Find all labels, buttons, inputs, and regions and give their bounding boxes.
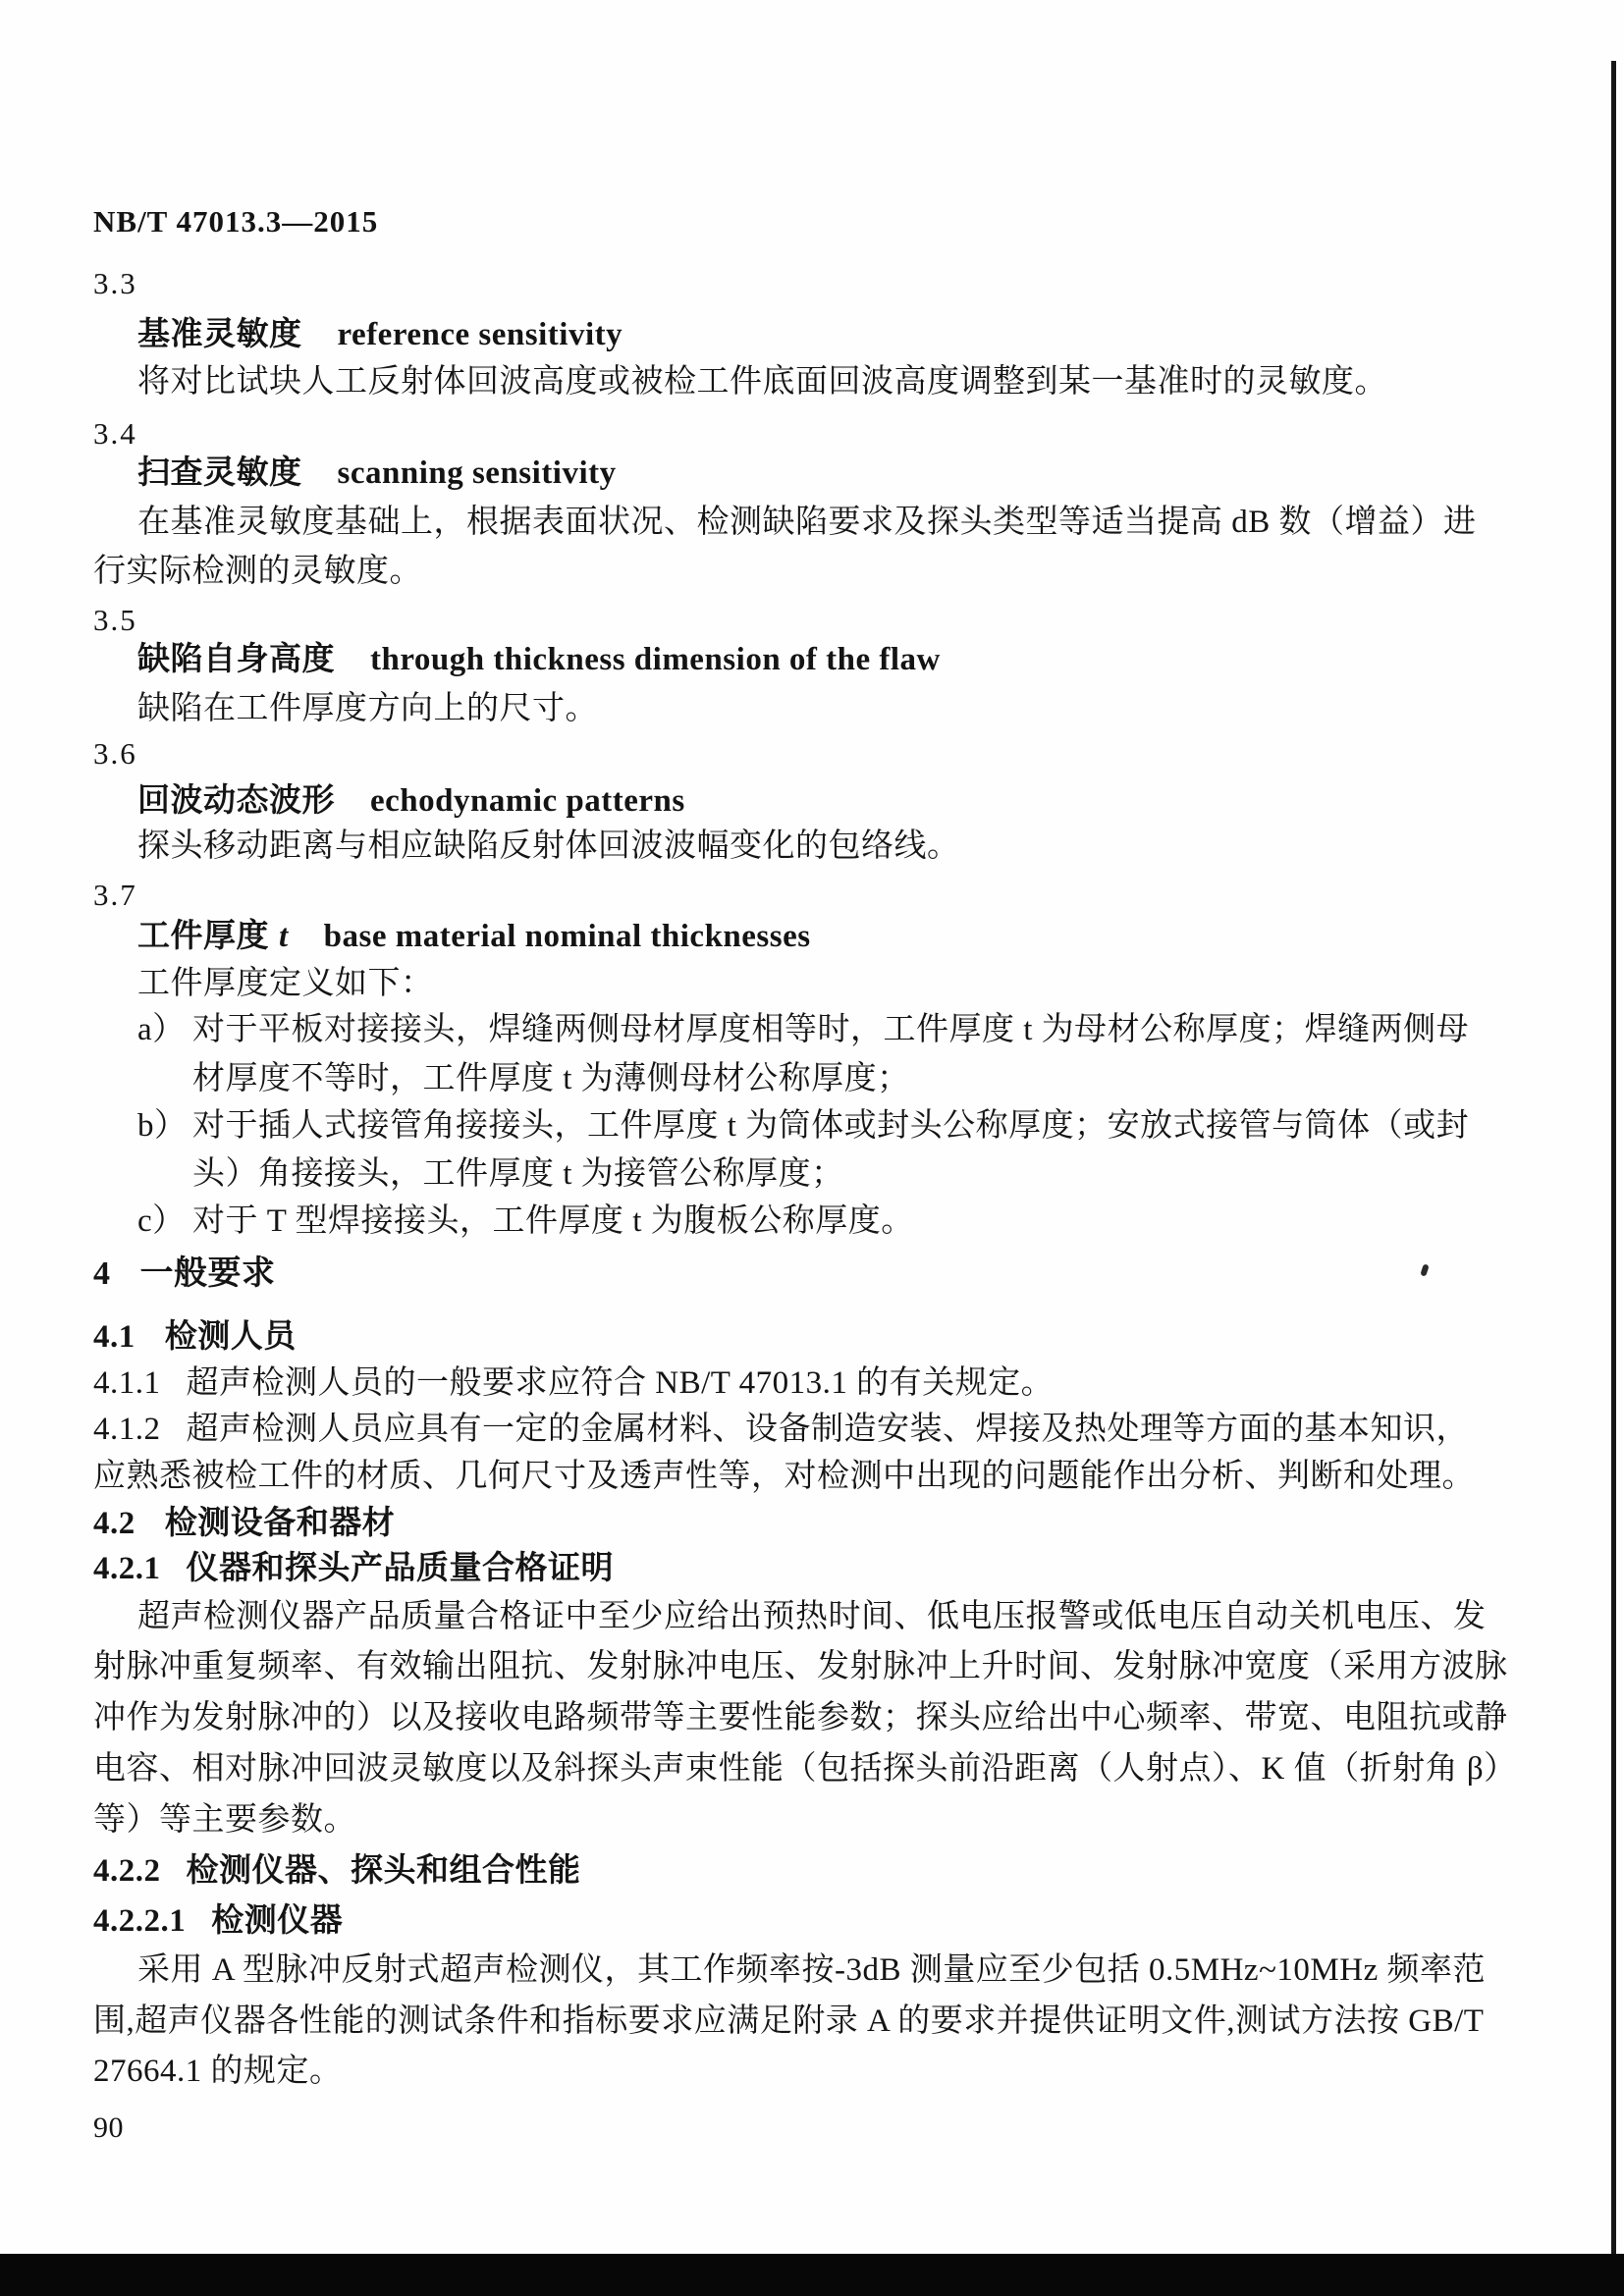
list-text: 对于平板对接接头，焊缝两侧母材厚度相等时，工件厚度 t 为母材公称厚度；焊缝两侧母	[192, 1012, 1470, 1047]
paragraph-4-2-1-line-3: 冲作为发射脉冲的）以及接收电路频带等主要性能参数；探头应给出中心频率、带宽、电阻抗或静	[93, 1700, 1508, 1735]
chapter-number: 4	[93, 1255, 111, 1292]
term-en: through thickness dimension of the flaw	[370, 642, 941, 677]
heading-number: 4.2.2.1	[93, 1903, 187, 1939]
heading-number: 4.1	[93, 1319, 135, 1355]
heading-title: 仪器和探头产品质量合格证明	[186, 1551, 614, 1586]
definition-3-4-line-2: 行实际检测的灵敏度。	[93, 554, 422, 589]
definition-3-5: 缺陷在工件厚度方向上的尺寸。	[137, 691, 598, 726]
term-symbol-t: t	[279, 919, 289, 954]
section-number-3-5: 3.5	[93, 603, 137, 637]
section-number-3-7: 3.7	[93, 878, 137, 912]
section-number-3-6: 3.6	[93, 736, 137, 771]
heading-number: 4.2.2	[93, 1853, 161, 1889]
list-item-b	[137, 1106, 1469, 1146]
paragraph-4-2-1-line-2: 射脉冲重复频率、有效输出阻抗、发射脉冲电压、发射脉冲上升时间、发射脉冲宽度（采用方波脉	[93, 1649, 1508, 1684]
term-cn: 缺陷自身高度	[137, 642, 335, 677]
clause-4-1-2-line-1	[93, 1410, 1469, 1449]
clause-number: 4.1.2	[93, 1412, 161, 1447]
heading-4-2-2-1	[93, 1901, 343, 1941]
page-number: 90	[93, 2111, 124, 2144]
chapter-title: 一般要求	[139, 1255, 276, 1292]
clause-4-1-2-line-2: 应熟悉被检工件的材质、几何尺寸及透声性等，对检测中出现的问题能作出分析、判断和处理。	[93, 1459, 1475, 1494]
term-cn: 工件厚度	[137, 919, 269, 954]
clause-4-1-1	[93, 1363, 1054, 1403]
definition-3-3: 将对比试块人工反射体回波高度或被检工件底面回波高度调整到某一基准时的灵敏度。	[137, 364, 1387, 400]
heading-number: 4.2.1	[93, 1551, 161, 1586]
heading-title: 检测仪器	[211, 1903, 344, 1939]
term-cn: 回波动态波形	[137, 783, 335, 819]
paragraph-4-2-1-line-5: 等）等主要参数。	[93, 1802, 356, 1838]
scan-bottom-bar	[0, 2254, 1624, 2296]
list-text: 对于 T 型焊接接头，工件厚度 t 为腹板公称厚度。	[192, 1203, 914, 1239]
term-heading-3-7	[137, 917, 811, 956]
list-label-b: b）	[137, 1108, 188, 1144]
scan-speck	[1420, 1263, 1429, 1276]
heading-4-2-1	[93, 1549, 614, 1588]
definition-3-4-line-1: 在基准灵敏度基础上，根据表面状况、检测缺陷要求及探头类型等适当提高 dB 数（增益）进	[137, 505, 1477, 540]
term-cn: 基准灵敏度	[137, 317, 302, 352]
list-item-a-continuation: 材厚度不等时，工件厚度 t 为薄侧母材公称厚度；	[192, 1061, 910, 1096]
paragraph-4-2-2-1-line-1: 采用 A 型脉冲反射式超声检测仪，其工作频率按-3dB 测量应至少包括 0.5MHz~10MHz 频率范	[137, 1952, 1487, 1988]
document-code-header: NB/T 47013.3—2015	[93, 204, 379, 239]
definition-3-7-intro: 工件厚度定义如下：	[137, 966, 434, 1001]
term-heading-3-4	[137, 454, 617, 493]
term-heading-3-3	[137, 315, 623, 354]
list-text: 对于插人式接管角接接头，工件厚度 t 为筒体或封头公称厚度；安放式接管与筒体（或封	[192, 1108, 1470, 1144]
heading-number: 4.2	[93, 1506, 135, 1541]
clause-number: 4.1.1	[93, 1365, 161, 1401]
term-en: reference sensitivity	[337, 317, 623, 352]
term-heading-3-6	[137, 781, 685, 821]
heading-title: 检测设备和器材	[164, 1506, 396, 1541]
paragraph-4-2-2-1-line-3: 27664.1 的规定。	[93, 2054, 343, 2089]
heading-title: 检测仪器、探头和组合性能	[186, 1853, 581, 1889]
term-heading-3-5	[137, 640, 941, 679]
paragraph-4-2-2-1-line-2: 围,超声仪器各性能的测试条件和指标要求应满足附录 A 的要求并提供证明文件,测试方法按 GB/T	[93, 2003, 1485, 2039]
heading-4-1	[93, 1317, 297, 1357]
section-number-3-4: 3.4	[93, 416, 137, 451]
list-label-c: c）	[137, 1203, 186, 1239]
term-cn: 扫查灵敏度	[137, 455, 302, 491]
paragraph-4-2-1-line-4: 电容、相对脉冲回波灵敏度以及斜探头声束性能（包括探头前沿距离（人射点）、K 值（折射角 β）	[93, 1751, 1517, 1787]
chapter-4-heading	[93, 1255, 276, 1294]
heading-4-2-2	[93, 1851, 581, 1891]
list-item-c	[137, 1201, 914, 1241]
list-label-a: a）	[137, 1012, 186, 1047]
section-number-3-3: 3.3	[93, 266, 137, 300]
paragraph-4-2-1-line-1: 超声检测仪器产品质量合格证中至少应给出预热时间、低电压报警或低电压自动关机电压、发	[137, 1599, 1487, 1634]
heading-4-2	[93, 1504, 395, 1543]
heading-title: 检测人员	[164, 1319, 297, 1355]
term-en: scanning sensitivity	[337, 455, 617, 491]
term-en: base material nominal thicknesses	[323, 919, 811, 954]
list-item-b-continuation: 头）角接接头，工件厚度 t 为接管公称厚度；	[192, 1156, 844, 1192]
clause-text: 超声检测人员应具有一定的金属材料、设备制造安装、焊接及热处理等方面的基本知识，	[186, 1412, 1469, 1447]
list-item-a	[137, 1010, 1469, 1049]
clause-text: 超声检测人员的一般要求应符合 NB/T 47013.1 的有关规定。	[186, 1365, 1055, 1401]
definition-3-6: 探头移动距离与相应缺陷反射体回波波幅变化的包络线。	[137, 828, 960, 864]
term-en: echodynamic patterns	[370, 783, 685, 819]
scan-right-edge-line	[1611, 61, 1616, 2256]
